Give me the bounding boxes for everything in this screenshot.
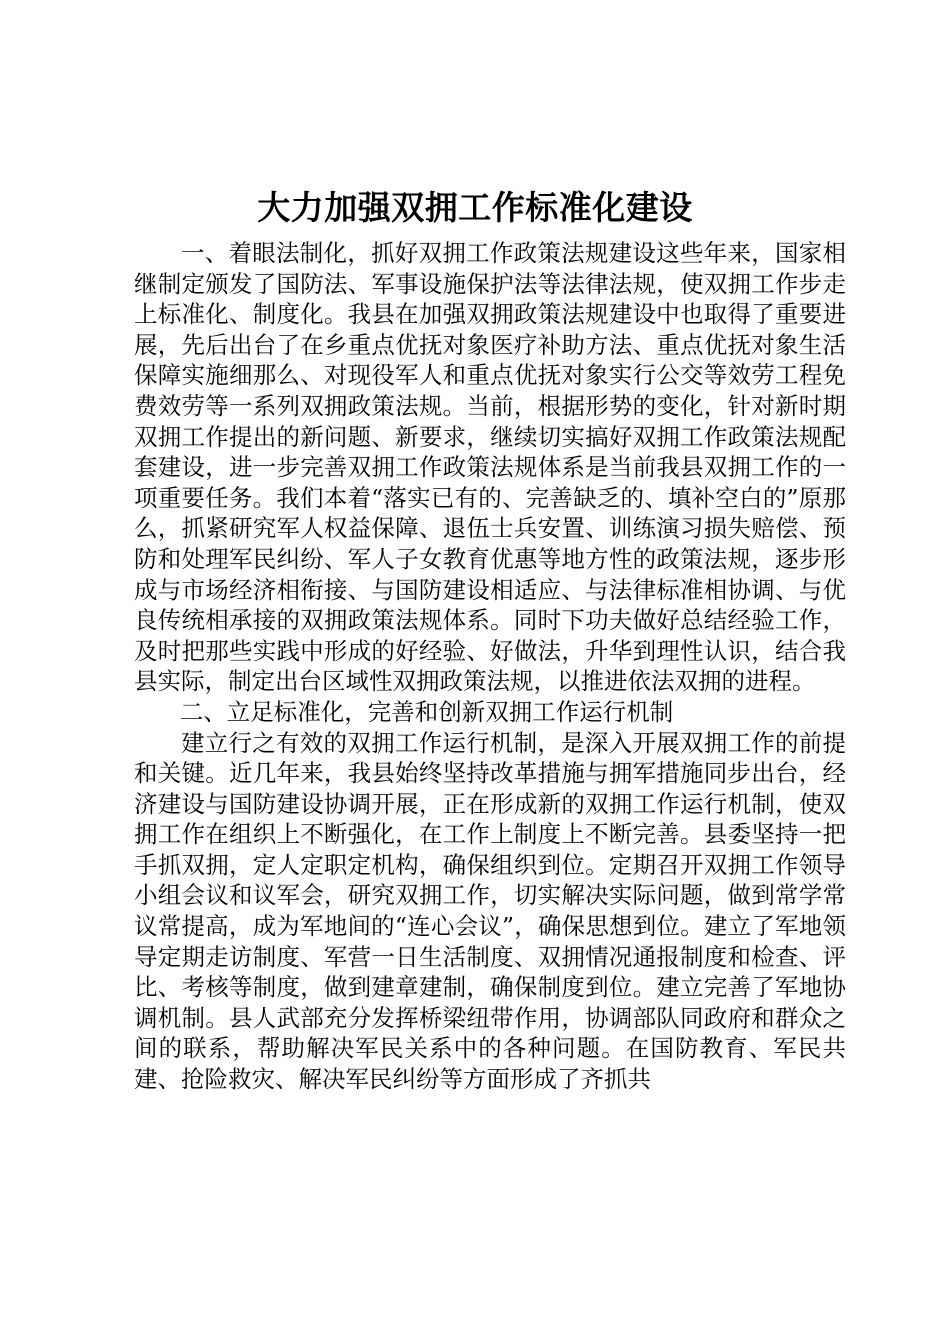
paragraph-section-two: 建立行之有效的双拥工作运行机制，是深入开展双拥工作的前提和关键。近几年来，我县始终坚持改革措施与拥军措施同步出台，经济建设与国防建设协调开展，正在形成新的双拥工作运行机制，使双拥工作在组织上不断强化，在工作上制度上不断完善。县委坚持一把手抓双拥，定人定职定机构，确保组织到位。定期召开双拥工作领导小组会议和议军会，研究双拥工作，切实解决实际问题，做到常学常议常提高，成为军地间的“连心会议”，确保思想到位。建立了军地领导定期走访制度、军营一日生活制度、双拥情况通报制度和检查、评比、考核等制度，做到建章建制，确保制度到位。建立完善了军地协调机制。县人武部充分发挥桥梁纽带作用，协调部队同政府和群众之间的联系，帮助解决军民关系中的各种问题。在国防教育、军民共建、抢险救灾、解决军民纠纷等方面形成了齐抓共 — [134, 728, 846, 1094]
section-two-heading: 二、立足标准化，完善和创新双拥工作运行机制 — [179, 697, 674, 726]
document-body — [134, 238, 846, 1095]
document-title: 大力加强双拥工作标准化建设 — [257, 188, 693, 227]
paragraph-section-one: 一、着眼法制化，抓好双拥工作政策法规建设这些年来，国家相继制定颁发了国防法、军事设施保护法等法律法规，使双拥工作步走上标准化、制度化。我县在加强双拥政策法规建设中也取得了重要进展，先后出台了在乡重点优抚对象医疗补助方法、重点优抚对象生活保障实施细那么、对现役军人和重点优抚对象实行公交等效劳工程免费效劳等一系列双拥政策法规。当前，根据形势的变化，针对新时期双拥工作提出的新问题、新要求，继续切实搞好双拥工作政策法规配套建设，进一步完善双拥工作政策法规体系是当前我县双拥工作的一项重要任务。我们本着“落实已有的、完善缺乏的、填补空白的”原那么，抓紧研究军人权益保障、退伍士兵安置、训练演习损失赔偿、预防和处理军民纠纷、军人子女教育优惠等地方性的政策法规，逐步形成与市场经济相衔接、与国防建设相适应、与法律标准相协调、与优良传统相承接的双拥政策法规体系。同时下功夫做好总结经验工作，及时把那些实践中形成的好经验、好做法，升华到理性认识，结合我县实际，制定出台区域性双拥政策法规，以推进依法双拥的进程。 — [134, 239, 846, 696]
